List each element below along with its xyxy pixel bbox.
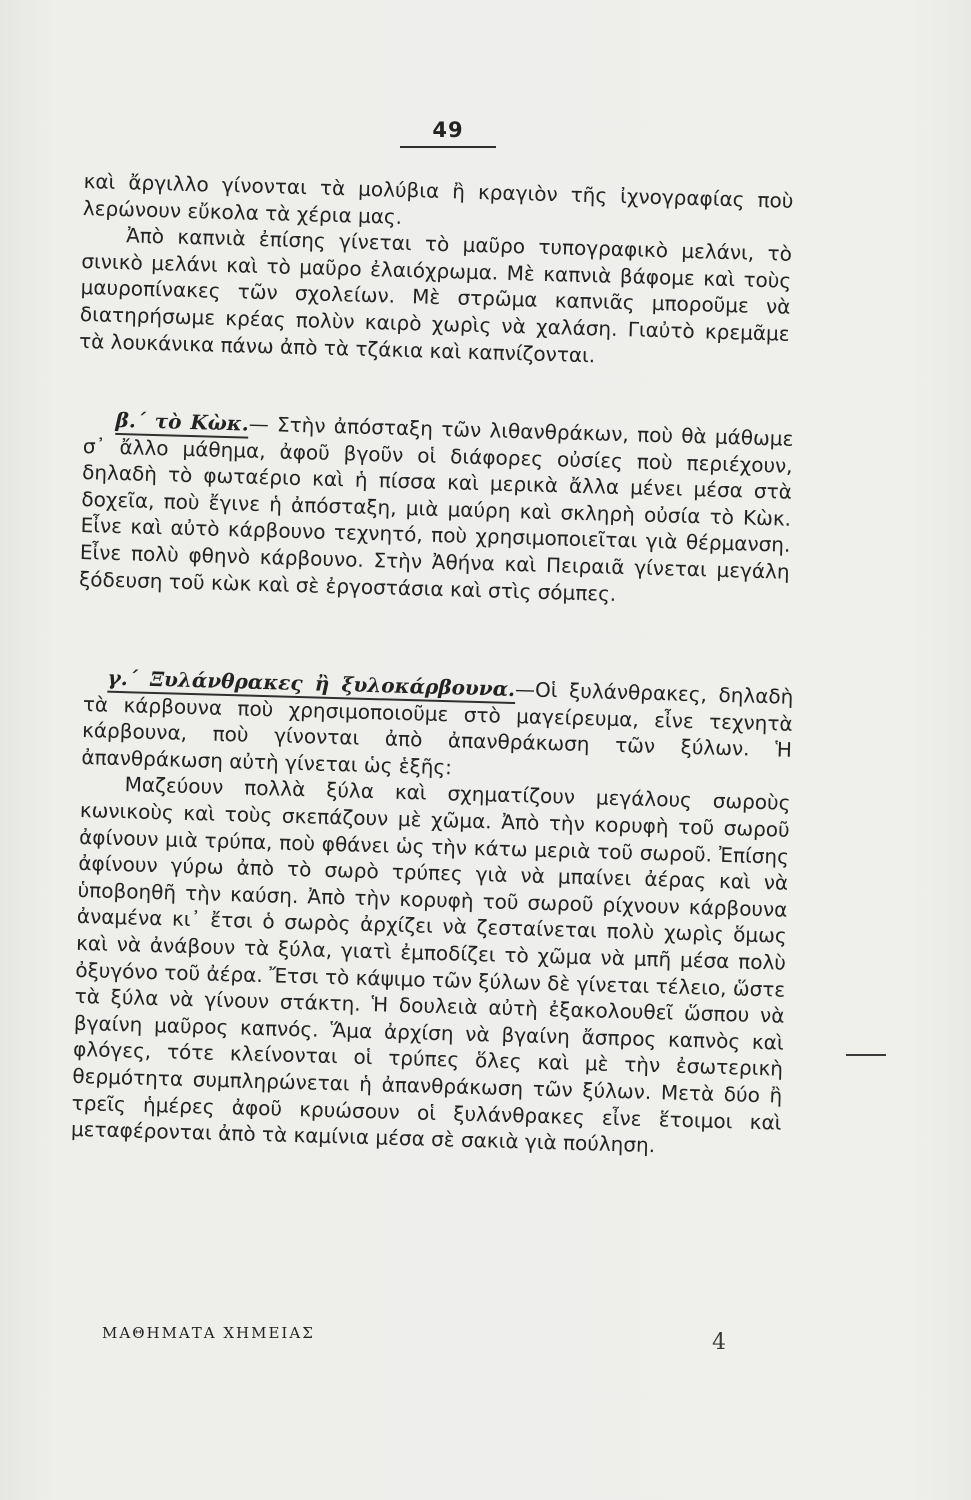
intro-section [79,168,794,374]
coke-body: — Στὴν ἀπόσταξη τῶν λιθανθράκων, ποὺ θὰ μάθωμε σ᾽ ἄλλο μάθημα, ἀφοῦ βγοῦν οἱ διάφορες οὐσίες ποὺ περιέχουν, δηλαδὴ τὸ φωταέριο καὶ ἡ πίσσα καὶ μερικὰ ἄλλα μένει μέσα στὰ δοχεῖα, ποὺ ἔγινε ἡ ἀπόσταξη, μιὰ μαύρη καὶ σκληρὴ οὐσία τὸ Κὼκ. Εἶνε καὶ αὐτὸ κάρβουνο τεχνητό, ποὺ χρησιμοποιεῖται γιὰ θέρμανση. Εἶνε πολὺ φθηνὸ κάρβουνο. Στὴν Ἀθήνα καὶ Πειραιᾶ γίνεται μεγάλη ξόδευση τοῦ κὼκ καὶ σὲ ἐργοστάσια καὶ στὶς σόμπες. [78,411,794,606]
charcoal-paragraph-1 [81,664,794,790]
intro-paragraph-2: Ἀπὸ καπνιὰ ἐπίσης γίνεται τὸ μαῦρο τυπογραφικὸ μελάνι, τὸ σινικὸ μελάνι καὶ τὸ μαῦρο ἐλαιόχρωμα. Μὲ καπνιὰ βάφομε καὶ τοὺς μαυροπίνακες τῶν σχολείων. Μὲ στρῶμα καπνιᾶς μποροῦμε νὰ διατηρήσωμε κρέας πολὺν καιρὸ χωρὶς νὰ χαλάση. Γιαὐτὸ κρεμᾶμε τὰ λουκάνικα πάνω ἀπὸ τὰ τζάκια καὶ καπνίζονται. [78,223,793,367]
coke-paragraph [79,406,794,612]
intro-paragraph-1: καὶ ἄργιλλο γίνονται τὰ μολύβια ἢ κραγιὸν τῆς ἰχνογραφίας ποὺ λερώνουν εὔκολα τὰ χέρια μας. [82,168,794,229]
charcoal-body-1: —Οἱ ξυλάνθρακες, δηλαδὴ τὰ κάρβουνα ποὺ χρησιμοποιοῦμε στὸ μαγείρευμα, εἶνε τεχνητὰ κάρβουνα, ποὺ γίνονται ἀπὸ ἀπανθράκωση τῶν ξύλων. Ἡ ἀπανθράκωση αὐτὴ γίνεται ὡς ἑξῆς: [81,677,794,780]
coke-heading: β.΄ τὸ Κὼκ. [115,408,249,439]
margin-dash [846,1054,886,1056]
coke-section [79,406,794,612]
footer-title: ΜΑΘΗΜΑΤΑ ΧΗΜΕΙΑΣ [102,1324,315,1342]
charcoal-paragraph-2: Μαζεύουν πολλὰ ξύλα καὶ σχηματίζουν μεγάλους σωροὺς κωνικοὺς καὶ τοὺς σκεπάζουν μὲ χῶμα. Ἀπὸ τὴν κορυφὴ τοῦ σωροῦ ἀφίνουν μιὰ τρύπα, ποὺ φθάνει ὡς τὴν κάτω μεριὰ τοῦ σωροῦ. Ἐπίσης ἀφίνουν γύρω ἀπὸ τὸ σωρὸ τρύπες γιὰ νὰ μπαίνει ἀέρας καὶ νὰ ὑποβοηθῆ τὴν καύση. Ἀπὸ τὴν κορυφὴ τοῦ σωροῦ ρίχνουν κάρβουνα ἀναμένα κι᾽ ἔτσι ὁ σωρὸς ἀρχίζει νὰ ζεσταίνεται πολὺ χωρὶς ὅμως καὶ νὰ ἀνάβουν τὰ ξύλα, γιατὶ ἐμποδίζει τὸ χῶμα νὰ μπῆ μέσα πολὺ ὀξυγόνο τοῦ ἀέρα. Ἔτσι τὸ κάψιμο τῶν ξύλων δὲ γίνεται τέλειο, ὥστε τὰ ξύλα νὰ γίνουν στάκτη. Ἡ δουλειὰ αὐτὴ ἐξακολουθεῖ ὥσπου νὰ βγαίνη μαῦρος καπνός. Ἅμα ἀρχίση νὰ βγαίνη ἄσπρος καπνὸς καὶ φλόγες, τότε κλείνονται οἱ τρύπες ὅλες καὶ μὲ τὴν ἐσωτερικὴ θερμότητα συμπληρώνεται ἡ ἀπανθράκωση τῶν ξύλων. Μετὰ δύο ἢ τρεῖς ἡμέρες ἀφοῦ κρυώσουν οἱ ξυλάνθρακες εἶνε ἕτοιμοι καὶ μεταφέρονται ἀπὸ τὰ καμίνια μέσα σὲ σακιὰ γιὰ πούληση. [70,772,791,1158]
charcoal-section [71,664,794,1162]
charcoal-heading: γ.΄ Ξυλάνθρακες ἢ ξυλοκάρβουνα. [107,666,515,704]
page-number: 49 [400,118,496,148]
signature-mark: 4 [712,1330,726,1355]
